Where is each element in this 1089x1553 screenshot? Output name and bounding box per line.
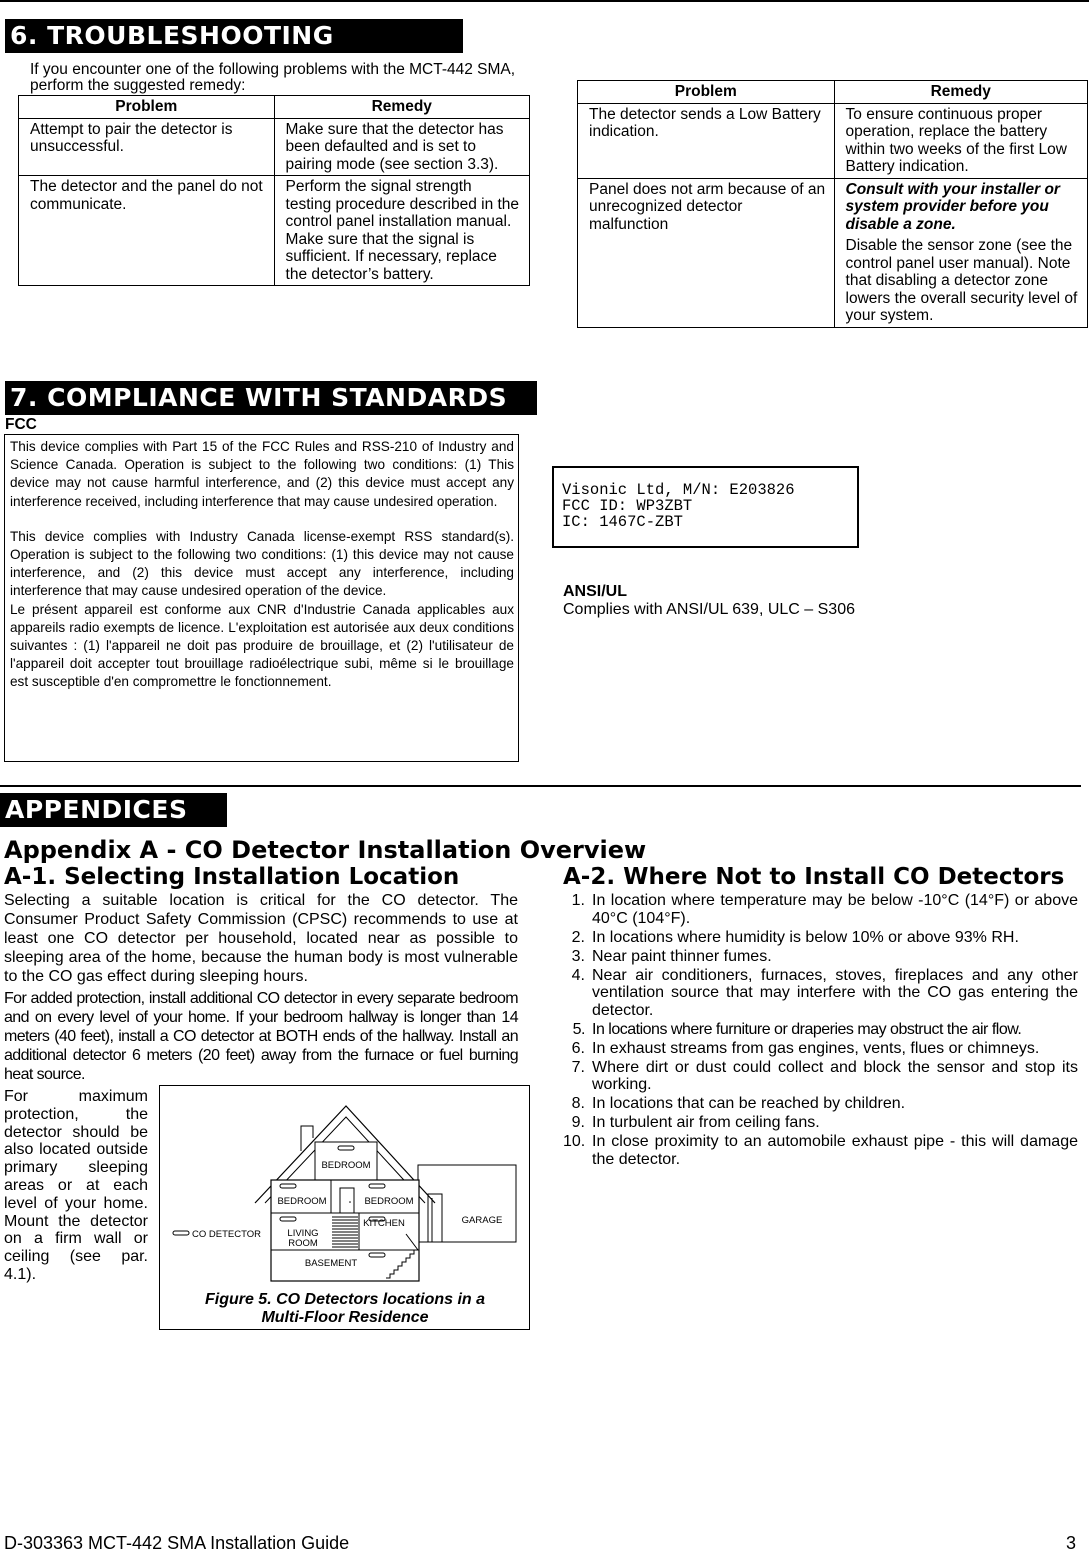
list-item	[563, 1095, 1078, 1113]
list-text: In locations that can be reached by children.	[592, 1095, 906, 1112]
table-header-row	[578, 81, 1088, 104]
top-rule	[0, 0, 1089, 2]
section-heading-compliance: 7. COMPLIANCE WITH STANDARDS	[5, 381, 537, 415]
list-text: In turbulent air from ceiling fans.	[592, 1114, 820, 1131]
list-text: In locations where furniture or draperies may obstruct the air flow.	[592, 1020, 1022, 1038]
ansi-label: ANSI/UL	[563, 583, 627, 600]
figure-caption: Figure 5. CO Detectors locations in a Multi-Floor Residence	[204, 1291, 486, 1326]
list-item	[563, 1059, 1078, 1094]
troubleshooting-intro: If you encounter one of the following problems with the MCT-442 SMA, perform the suggested remedy:	[30, 61, 516, 94]
device-model-line: Visonic Ltd, M/N: E203826	[562, 481, 795, 499]
label-kitchen: KITCHEN	[363, 1218, 405, 1229]
list-number: 7.	[571, 1058, 585, 1076]
label-living-1: LIVING	[287, 1228, 319, 1239]
list-number: 10.	[563, 1133, 586, 1150]
col-header-problem: Problem	[578, 81, 835, 104]
remedy-text: Disable the sensor zone (see the control panel user manual). Note that disabling a detector zone lowers the overall security level of your system.	[845, 237, 1078, 324]
appendices-rule	[0, 785, 1081, 787]
label-living-2: ROOM	[288, 1238, 318, 1249]
problem-cell: The detector sends a Low Battery indication.	[578, 103, 835, 178]
fcc-statement-box	[4, 434, 519, 762]
section-heading-troubleshooting: 6. TROUBLESHOOTING	[5, 19, 463, 53]
a1-paragraph-1: Selecting a suitable location is critical for the CO detector. The Consumer Product Safety Commission (CPSC) recommends to use at least one CO detector per household, located near as possible to sleeping area of the home, because the human body is most vulnerable to the CO gas effect during sleeping hours.	[4, 892, 518, 985]
col-header-remedy: Remedy	[834, 81, 1087, 104]
list-number: 6.	[571, 1039, 585, 1057]
figure-box	[159, 1085, 530, 1330]
label-basement: BASEMENT	[304, 1258, 358, 1269]
list-text: In exhaust streams from gas engines, vents, flues or chimneys.	[592, 1039, 1040, 1057]
list-item	[563, 1040, 1078, 1058]
legend-detector-icon	[173, 1231, 189, 1235]
fcc-label: FCC	[5, 416, 37, 433]
co-detector-living	[280, 1217, 296, 1221]
bedroom-door	[340, 1188, 354, 1213]
table-row	[578, 178, 1088, 327]
legend-co-detector: CO DETECTOR	[192, 1229, 261, 1240]
table-header-row	[19, 96, 530, 119]
problem-cell: The detector and the panel do not communicate.	[19, 176, 275, 286]
fcc-paragraph-3: Le présent appareil est conforme aux CNR d'Industrie Canada applicables aux appareils radio exempts de licence. L'exploitation est autorisée aux deux conditions suivantes : (1) l'appareil ne doit pas produire de brouillage, et (2) l'utilisateur de l'appareil doit accepter tout brouillage radioélectrique subi, même si le brouillage est susceptible d'en compromettre le fonctionnement.	[10, 601, 514, 690]
footer-page-number: 3	[1066, 1533, 1077, 1553]
label-bedroom-top: BEDROOM	[321, 1160, 371, 1171]
list-item	[563, 967, 1078, 1020]
co-detector-bedroom-left	[280, 1184, 296, 1188]
list-text: Near air conditioners, furnaces, stoves, fireplaces and any other ventilation source that may interfere with the CO gas entering the detector.	[592, 966, 1078, 1019]
garage-door	[428, 1194, 442, 1242]
a1-body	[4, 891, 518, 1084]
list-item	[563, 1133, 1078, 1168]
remedy-cell: Perform the signal strength testing procedure described in the control panel installation manual. Make sure that the signal is sufficient. If necessary, replace the detector’s battery.	[274, 176, 529, 286]
list-text: In close proximity to an automobile exhaust pipe - this will damage the detector.	[592, 1133, 1078, 1168]
problem-cell: Panel does not arm because of an unrecognized detector malfunction	[578, 178, 835, 327]
co-detector-basement	[369, 1253, 385, 1257]
troubleshooting-table-left	[18, 95, 530, 286]
list-number: 8.	[571, 1095, 585, 1112]
co-detector-bedroom-right	[369, 1184, 385, 1188]
a1-paragraph-3: For maximum protection, the detector should be also located outside primary sleeping areas or at each level of your home. Mount the detector on a firm wall or ceiling (see par. 4.1).	[4, 1088, 148, 1283]
a1-paragraph-2: For added protection, install additional CO detector in every separate bedroom and on every level of your home. If your bedroom hallway is longer than 14 meters (40 feet), install a CO detector at BOTH ends of the hallway. Install an additional detector 6 meters (20 feet) away from the furnace or fuel burning heat source.	[4, 990, 518, 1083]
label-bedroom-left: BEDROOM	[277, 1196, 327, 1207]
col-header-problem: Problem	[19, 96, 275, 119]
problem-cell: Attempt to pair the detector is unsuccessful.	[19, 118, 275, 176]
a2-title: A-2. Where Not to Install CO Detectors	[563, 864, 1065, 890]
list-item	[563, 892, 1078, 927]
list-text: Near paint thinner fumes.	[592, 947, 772, 965]
remedy-cell: Make sure that the detector has been defaulted and is set to pairing mode (see section 3.3).	[274, 118, 529, 176]
device-id-box	[552, 466, 859, 548]
fcc-paragraph-1: This device complies with Part 15 of the FCC Rules and RSS-210 of Industry and Science Canada. Operation is subject to the following two conditions: (1) This device may not cause harmful interference, and (2) this device must accept any interference received, including interference that may cause undesired operation.	[10, 439, 514, 509]
list-number: 9.	[571, 1114, 585, 1131]
ic-id-line: IC: 1467C-ZBT	[562, 513, 683, 531]
footer-doc-title: D-303363 MCT-442 SMA Installation Guide	[4, 1533, 350, 1553]
table-row	[19, 176, 530, 286]
co-detector-top	[338, 1146, 354, 1150]
list-item	[563, 1021, 1078, 1039]
list-item	[563, 929, 1078, 947]
house-diagram	[160, 1086, 529, 1286]
list-text: In location where temperature may be below -10°C (14°F) or above 40°C (104°F).	[592, 892, 1078, 927]
list-number: 1.	[571, 892, 585, 909]
list-item	[563, 1114, 1078, 1132]
list-number: 5.	[572, 1020, 585, 1038]
list-text: In locations where humidity is below 10% or above 93% RH.	[592, 928, 1019, 946]
label-garage: GARAGE	[461, 1215, 503, 1226]
fcc-paragraph-2: This device complies with Industry Canada license-exempt RSS standard(s). Operation is subject to the following two conditions: (1) this device may not cause interference, and (2) this device must accept any interference, including interference that may cause undesired operation of the device.	[10, 528, 514, 599]
col-header-remedy: Remedy	[274, 96, 529, 119]
appendix-a-title: Appendix A - CO Detector Installation Overview	[4, 836, 647, 864]
list-number: 2.	[571, 928, 585, 946]
remedy-cell: To ensure continuous proper operation, replace the battery within two weeks of the first Low Battery indication.	[834, 103, 1087, 178]
a1-title: A-1. Selecting Installation Location	[4, 864, 460, 890]
list-number: 4.	[571, 966, 585, 984]
troubleshooting-table-right	[577, 80, 1088, 328]
list-number: 3.	[571, 947, 585, 965]
fcc-id-line: FCC ID: WP3ZBT	[562, 497, 693, 515]
remedy-warning: Consult with your installer or system provider before you disable a zone.	[845, 180, 1060, 233]
list-text: Where dirt or dust could collect and block the sensor and stop its working.	[592, 1058, 1078, 1093]
list-item	[563, 948, 1078, 966]
label-bedroom-right: BEDROOM	[364, 1196, 414, 1207]
section-heading-appendices: APPENDICES	[0, 793, 227, 827]
ansi-text: Complies with ANSI/UL 639, ULC – S306	[563, 601, 855, 618]
remedy-cell	[834, 178, 1087, 327]
table-row	[19, 118, 530, 176]
a2-list	[563, 892, 1078, 1170]
table-row	[578, 103, 1088, 178]
